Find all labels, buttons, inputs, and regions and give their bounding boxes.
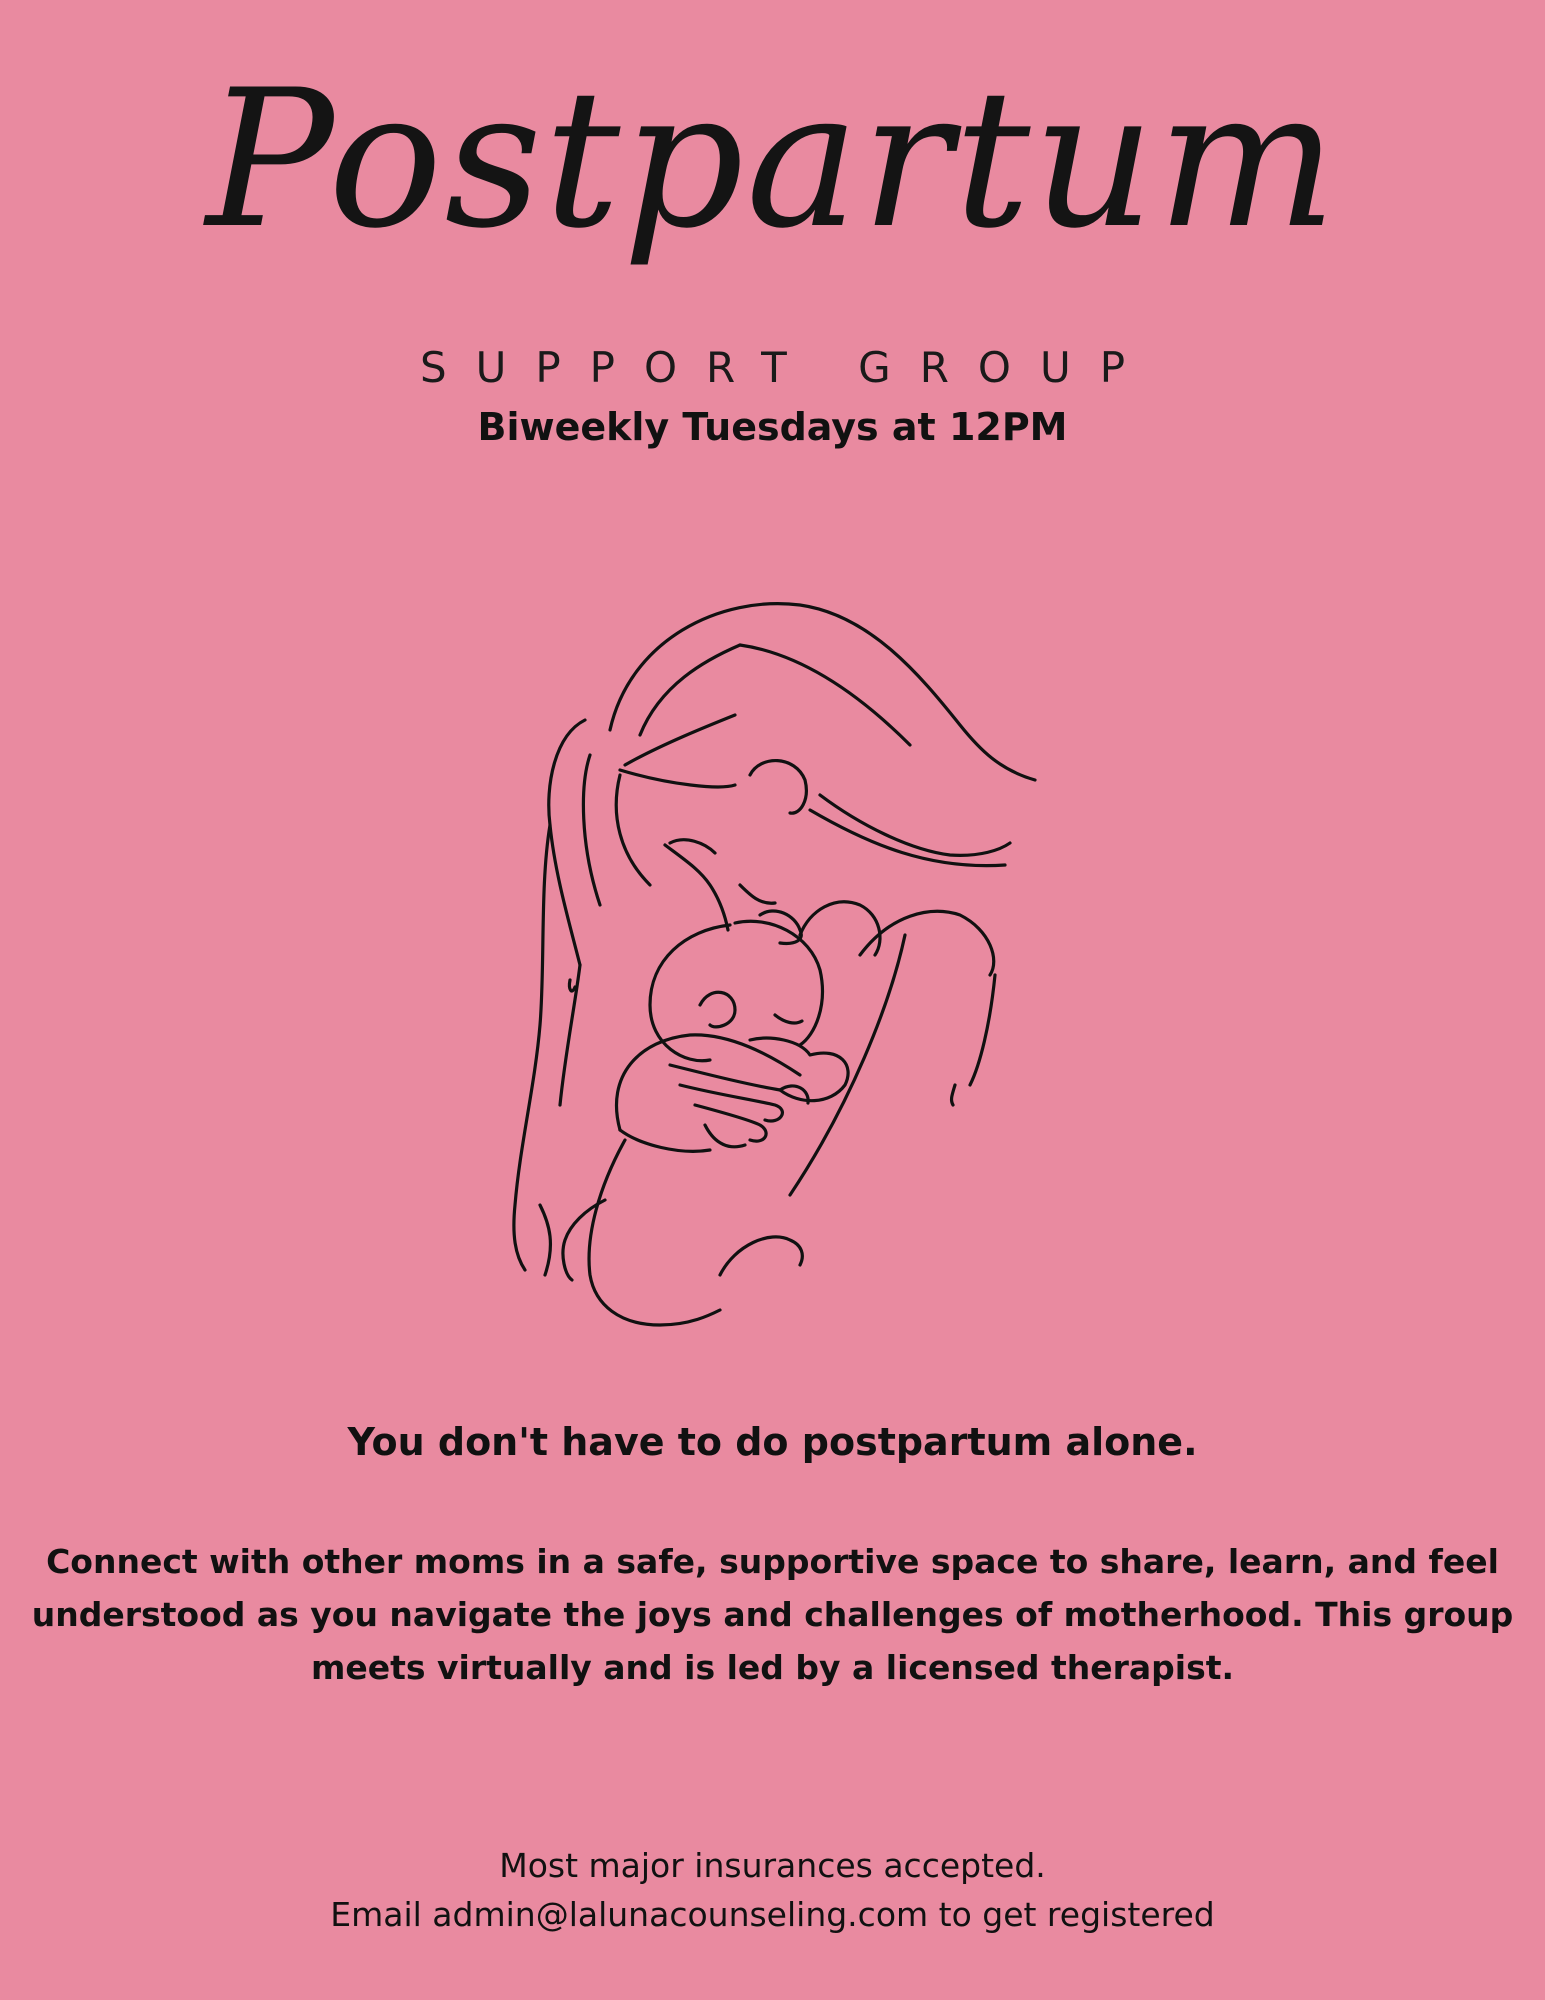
mother-holding-baby-line-art-icon <box>510 585 1050 1335</box>
tagline: You don't have to do postpartum alone. <box>347 1420 1198 1464</box>
description-paragraph: Connect with other moms in a safe, supportive space to share, learn, and feel understood as you navigate the joys and challenges of motherhood. This group meets virtually and is led by a licensed therapist. <box>31 1542 1514 1687</box>
meeting-schedule: Biweekly Tuesdays at 12PM <box>477 405 1068 449</box>
insurance-note: Most major insurances accepted. <box>499 1846 1046 1885</box>
flyer-subtitle: SUPPORT GROUP <box>419 343 1155 392</box>
contact-line: Email admin@lalunacounseling.com to get registered <box>330 1895 1215 1934</box>
flyer-title: Postpartum <box>205 49 1339 270</box>
